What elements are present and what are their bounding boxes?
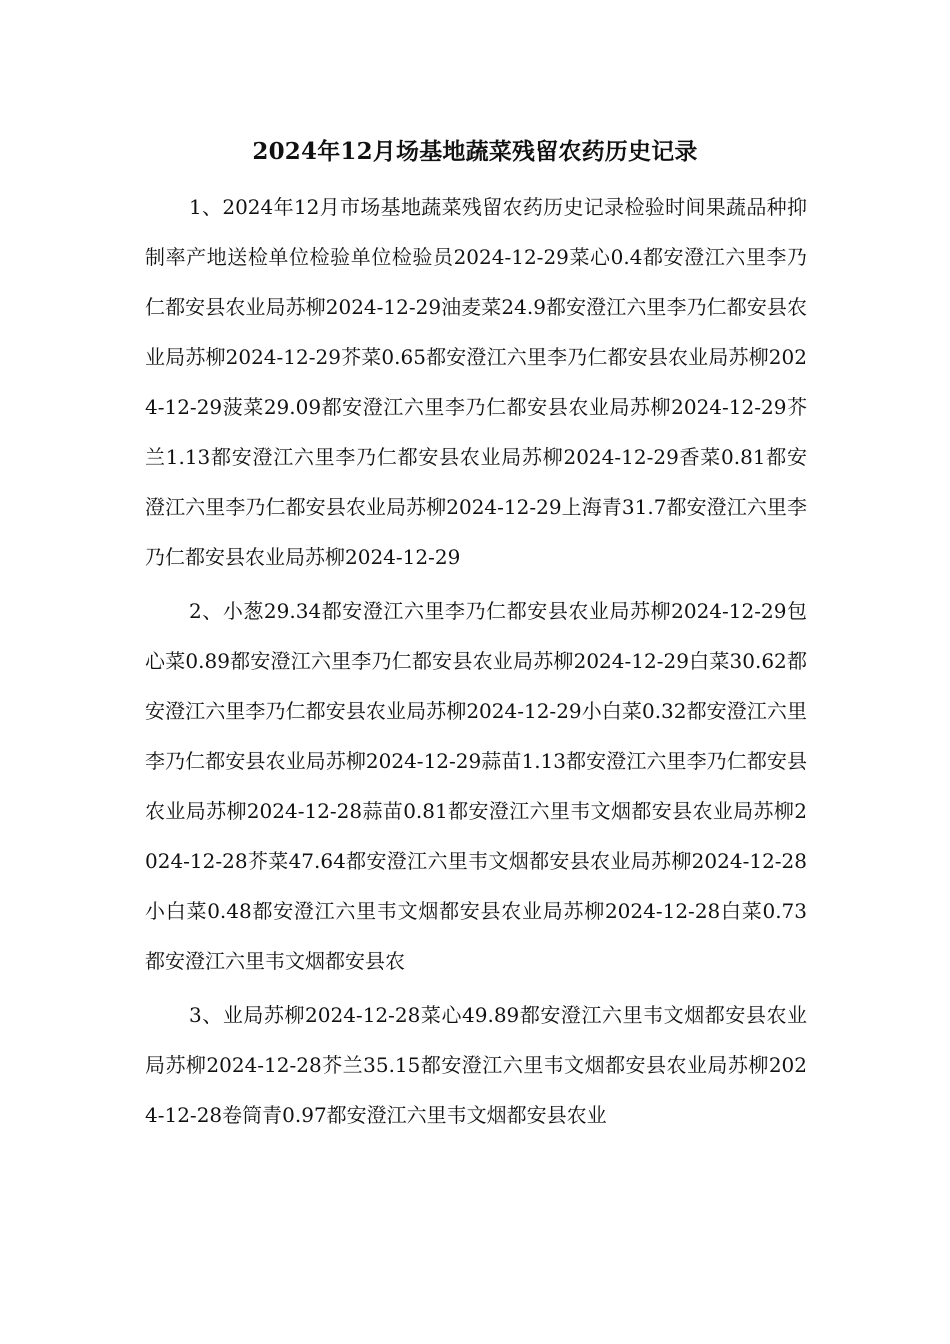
paragraph-1: 1、2024年12月市场基地蔬菜残留农药历史记录检验时间果蔬品种抑制率产地送检单位检验单位检验员2024-12-29菜心0.4都安澄江六里李乃仁都安县农业局苏柳2024-12-29油麦菜24.9都安澄江六里李乃仁都安县农业局苏柳2024-12-29芥菜0.65都安澄江六里李乃仁都安县农业局苏柳2024-12-29菠菜29.09都安澄江六里李乃仁都安县农业局苏柳2024-12-29芥兰1.13都安澄江六里李乃仁都安县农业局苏柳2024-12-29香菜0.81都安澄江六里李乃仁都安县农业局苏柳2024-12-29上海青31.7都安澄江六里李乃仁都安县农业局苏柳2024-12-29	[145, 195, 807, 569]
document-body	[145, 182, 807, 1140]
document-title: 2024年12月场基地蔬菜残留农药历史记录	[252, 138, 698, 165]
paragraph-3: 3、业局苏柳2024-12-28菜心49.89都安澄江六里韦文烟都安县农业局苏柳2024-12-28芥兰35.15都安澄江六里韦文烟都安县农业局苏柳2024-12-28卷筒青0.97都安澄江六里韦文烟都安县农业	[145, 1003, 807, 1127]
paragraph-2: 2、小葱29.34都安澄江六里李乃仁都安县农业局苏柳2024-12-29包心菜0.89都安澄江六里李乃仁都安县农业局苏柳2024-12-29白菜30.62都安澄江六里李乃仁都安县农业局苏柳2024-12-29小白菜0.32都安澄江六里李乃仁都安县农业局苏柳2024-12-29蒜苗1.13都安澄江六里李乃仁都安县农业局苏柳2024-12-28蒜苗0.81都安澄江六里韦文烟都安县农业局苏柳2024-12-28芥菜47.64都安澄江六里韦文烟都安县农业局苏柳2024-12-28小白菜0.48都安澄江六里韦文烟都安县农业局苏柳2024-12-28白菜0.73都安澄江六里韦文烟都安县农	[145, 599, 807, 973]
